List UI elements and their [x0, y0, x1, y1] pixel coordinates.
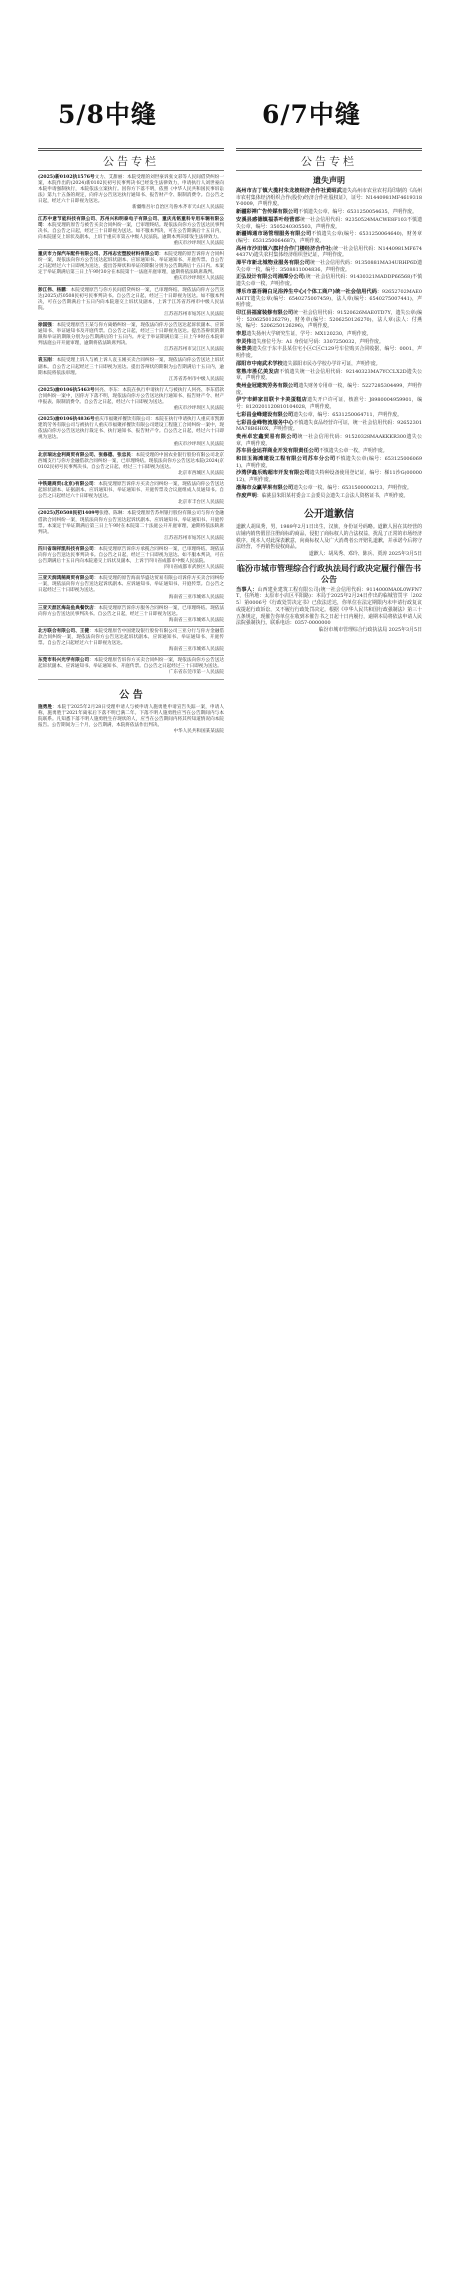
notice-body: ：本院受理原告与你方民间借贷纠纷一案，已审理终结。现依法向你方公告送达(2025)苏0508民初号民事判决书。自公告之日起，经过三十日即视为送达。如不服本判决，可在公告期满后十五日内向本院递交上诉状及副本，上诉于江苏省苏州市中级人民法院。: [38, 287, 224, 311]
notice-item: [236, 209, 422, 216]
notice-item: [236, 331, 422, 338]
notice-lead: 袁玉刚: [38, 358, 52, 364]
divider: [38, 414, 224, 415]
notice-lead: 三亚天涯区海岛鱼典餐饮店: [38, 605, 94, 611]
notice-item: [236, 485, 422, 492]
notice-body: ：临洮县朱阳某村委会工会委员会遗失工会法人资格证书，声明作废。: [256, 492, 409, 499]
notice-body: 遗失位于东丰县某住宅小区C区C129号车位购买合同收据，编号：0001，声明作废。: [236, 346, 422, 360]
divider: [38, 544, 224, 545]
notice-item: [38, 388, 224, 412]
notice-body: 遗失公章，编号：6531250064711，声明作废。: [293, 411, 402, 418]
notice-item: [236, 310, 422, 330]
notice-item: [236, 361, 422, 368]
notice-item: [236, 246, 422, 259]
notice-item: [236, 456, 422, 469]
notice-body: 文力、艾甜丽：本院受理的刘世豪诉张文彩等人民间借贷纠纷一案，本院作出的(2024)新0102民初号民事判决书已经发生法律效力，申请执行人刘世豪向本院申请强制执行，本院依法立案执行。因你方下落不明，依照《中华人民共和国民事诉讼法》第九十五条的规定，向你方公告送达执行通知书、报告财产令、限制消费令。自公告之日起，经过六十日即视为送达。: [38, 175, 224, 205]
notice-lead: 彭江伟、杨鹏: [38, 287, 66, 293]
notice-lead: 伊宁市鲜家田联卡卡美蛋糕店: [236, 397, 308, 404]
notice-body: 何亮、李东：本院在执行申请执行人与被执行人何亮、李东借款合同纠纷一案中，因你方下落不明，现依法向你方公告送达执行通知书、报告财产令、财产申报表、限制消费令。自公告之日起，经过六十日即视为送达。: [38, 387, 224, 405]
notice-signature: 广东省东莞市第一人民法院: [168, 670, 224, 676]
notice-lead: 苏车县金运祥商业开发有限责任公司: [236, 448, 320, 455]
notice-body: ：本院受理原告诉你方买卖合同纠纷一案，现依法向你公告送达起诉状副本、证据副本、应诉通知书、举证通知书、开庭传票及合议庭组成人员通知书。自公告之日起经过六十日即视为送达。: [38, 482, 224, 500]
notice-body: ：本院受理原告诉你方服务合同纠纷一案，已审理终结。现依法向你方公告送达民事判决书。自公告之日起，经过三十日即视为送达。: [38, 605, 224, 617]
notice-item: [38, 629, 224, 653]
divider: [38, 679, 224, 680]
notice-signature: 道歉人：胡凤秀、邓玲、陈兵、贾涛 2025年3月5日: [308, 551, 422, 558]
divider: [38, 450, 224, 451]
divider: [38, 249, 224, 250]
notice-lead: 重庆市力保汽车配件有限公司、苏州志宏塑胶材料有限公司: [38, 252, 159, 258]
notice-body: ：本院受理原告王某与你方离婚纠纷一案，现依法向你方公告送达起诉状副本、应诉通知书、举证通知书及开庭传票。自公告之日起，经过三十日即视为送达。提出答辩状的期限和举证的期限分别为公告期满后的十五日内。并定于举证期满后第三日上午9时在本院审判法庭公开开庭审理，逾期将依法缺席判决。: [38, 322, 224, 347]
notice-body: 统一社会信用代码：92350524MACWE8F103不慎遗失公章，编号：3505240305503，声明作废。: [236, 216, 422, 230]
notice-item: [38, 358, 224, 382]
notice-body: 不慎遗失统一社会信用代码：92140323MA7YCCLX2D遗失公章，声明作废。: [236, 368, 422, 382]
divider: [38, 214, 224, 215]
divider: [236, 560, 422, 561]
notice-item: [38, 175, 224, 212]
notice-item: [38, 658, 224, 676]
notice-item: [236, 188, 422, 208]
divider: [38, 655, 224, 656]
notice-body: (统一社会信用代码：91430321MADDP66568)不慎遗失公章一枚，声明作废。: [236, 274, 422, 288]
notice-lead: 新疆彩禅广告传媒有限公司: [236, 209, 299, 216]
divider: [38, 573, 224, 574]
notice-body: 统一社会信用代码：91520626MAE0TD7Y，遗失公章(编号：5206250126279)，财务章(编号：5206250126270)，法人章(法人：付燕琼，编号：5206250126296)，声明作废。: [236, 309, 422, 330]
left-notice-column: [38, 148, 224, 2282]
notice-item: [236, 448, 422, 455]
notice-item: [236, 420, 422, 433]
notice-body: ：本院于2025年2月28日受理申请人与被申请人施勇胜申请宣告失踪一案，申请人称，施勇胜于2021年离家后下落不明已满二年。下落不明人施勇胜应当在公告期间内与本院联系。凡知悉下落不明人施勇胜生存现状的人，应当在公告期间内将其所知道情况向本院报告。公告期间为三个月，公告期满，本院将依法作出判决。: [38, 704, 224, 728]
notice-body: 遗失扬州大学研究生证，学号：MX120230，声明作废。: [246, 331, 372, 338]
notice-lead: 渤海市众赢苹果有限公司: [236, 484, 294, 491]
notice-lead: 七彩昌金峰建设有限公司: [236, 411, 294, 418]
notice-signature: 北京市西城区人民法院: [178, 470, 224, 476]
notice-lead: 东莞市科兴光学有限公司: [38, 658, 90, 664]
column-header: 公告专栏: [38, 148, 224, 171]
notice-signature: 重庆市沙坪坝区人民法院: [173, 276, 224, 282]
notice-body: 重庆市福聚祥餐饮有限公司：本院在执行申请执行人重庆市凯源建筑劳务有限公司与被执行人重庆市福聚祥餐饮有限公司建设工程施工合同纠纷一案中，现依法向你方公告送达执行裁定书、执行通知书、报告财产令。自公告之日起，经过六十日即视为送达。: [38, 417, 224, 441]
notice-lead: 博乐市嘉吾翱白足浴养生中心(个体工商户)统一社会信用代码: [236, 288, 377, 295]
notice-signature: 江苏省苏州市姑苏区人民法院: [164, 311, 224, 317]
divider: [38, 479, 224, 480]
notice-lead: 沙湾伊鑫乐购超市开发有限公司: [236, 470, 310, 477]
notice-lead: 贵州卓宏鑫贸易有限公司: [236, 433, 298, 440]
notice-item: [236, 274, 422, 287]
divider: [38, 626, 224, 627]
notice-signature: 江苏省苏州市中级人民法院: [168, 376, 224, 382]
notice-body: 不慎遗失公章(编号：6531250060691)，声明作废。: [236, 456, 422, 469]
notice-item: [38, 705, 224, 735]
notice-lead: 江苏中意节能科技有限公司、苏州兴和明泰电子有限公司、重庆兆铭重科专用车辆有限公司: [38, 216, 224, 228]
notice-lead: 当事人：: [236, 586, 258, 593]
notice-lead: 作废声明: [236, 492, 257, 499]
notice-item: [236, 383, 422, 396]
notice-lead: 北方联合有限公司、王健: [38, 628, 90, 634]
enforcement-notice: [236, 587, 422, 634]
notice-body: 不慎遗失公章(编号：6531250064640)，财务章(编号：6531250064687)，声明作废。: [236, 231, 422, 244]
notice-lead: 施勇胜: [38, 704, 53, 710]
notice-item: [236, 434, 422, 447]
stitch-label-right: 6/7中缝: [262, 100, 361, 129]
notice-body: ：本院受理原告诉你方买卖合同纠纷一案，现依法向你方公告送达起诉状副本、应诉通知书、举证通知书、开庭传票。自公告之日起经过三十日即视为送达。: [38, 658, 224, 670]
notice-body: 遗失座位号为：A1 身份证号码：3307250032，声明作废。: [251, 338, 384, 345]
divider: [38, 385, 224, 386]
notice-lead: 七彩昌金峰物流服务中心: [236, 419, 294, 426]
notice-lead: 新疆锦通市场管理服务有限公司: [236, 231, 312, 238]
notice-body: 遗失特种设备使用登记证，编号：梯11沙G(0000012)，声明作废。: [236, 470, 422, 484]
notice-lead: 高州市古丁镇大揽村朱龙坡经济合作社黄昭武: [236, 188, 343, 194]
notice-item: [38, 323, 224, 353]
notice-body: 张德、陈琳：本院受理原告苏州银行股份有限公司与你方金融借款合同纠纷一案，现依法向你方公告送达起诉状副本、应诉通知书、举证通知书、开庭传票。本案定于举证期满后第三日上午9时在本院第二十法庭公开开庭审理，逾期将依法缺席判决。: [38, 511, 224, 535]
notice-item: [38, 453, 224, 477]
notice-lead: 中铁建商贸(北京)有限公司: [38, 482, 94, 488]
notice-signature: 新疆维吾尔自治区乌鲁木齐市天山区人民法院: [132, 205, 224, 211]
divider: [38, 603, 224, 604]
enforcement-section-title: 临汾市城市管理综合行政执法局行政决定履行催告书公告: [237, 563, 421, 584]
notice-lead: (2025)渝0106执5463号: [38, 387, 95, 393]
notice-lead: 安溪县感德镇福茶叶经营部: [236, 216, 300, 223]
notice-lead: 贵州金冠建筑劳务有限公司: [236, 382, 299, 389]
notice-body: 不慎遗失食品经营许可证，统一社会信用代码：92652301MA78B6H0X，声明作废。: [236, 419, 422, 433]
notice-body: (统一社会信用代码：N1440981MF6744437V)遗失农村集体经济组织登记证，声明作废。: [236, 245, 422, 259]
notice-body: ：本院受理上诉人与被上诉人袁玉刚买卖合同纠纷一案，现依法向你公告送达上诉状副本。自公告之日起经过三十日即视为送达。提出答辩状的期限为公告期满后十五日内，逾期本院将依法审理。: [38, 358, 224, 376]
notice-title: 公 告: [119, 689, 143, 701]
notice-signature: 江苏省苏州市姑苏区人民法院: [164, 535, 224, 541]
notice-lead: 李灵伟: [236, 338, 252, 345]
notice-body: 不慎遗失公章一枚，声明作废。: [319, 448, 388, 455]
divider: [38, 355, 224, 356]
right-notice-column: [236, 148, 422, 2282]
notice-lead: 印江县福富装修有限公司: [236, 309, 294, 316]
notice-signature: 重庆市沙坪坝区人民法院: [173, 441, 224, 447]
notice-item: [236, 339, 422, 346]
notice-lead: (2025)苏0508民初1409号: [38, 511, 100, 517]
notice-item: [236, 470, 422, 483]
notice-item: [236, 412, 422, 419]
notice-lead: 漳平市新北城物业服务有限公司: [236, 260, 311, 267]
notice-item: [236, 493, 422, 500]
notice-body: 遗失公章一枚，编号：6531500000213，声明作废。: [293, 484, 412, 491]
notice-body: 遗失开户许可证，核准号：J8980004959901，编号：8120201120810104028，声明作废。: [236, 397, 422, 411]
notice-item: [38, 511, 224, 541]
notice-lead: 四川省瑞祥凯科技有限公司: [38, 546, 94, 552]
notice-item: [38, 547, 224, 571]
notice-body: 统一社会信用代码：91350881MA34URHP6D遗失公章一枚，编号：3508811004836，声明作废。: [236, 260, 422, 273]
notice-item: [236, 217, 422, 230]
notice-lead: (2025)新0102执1576号: [38, 175, 95, 180]
notice-lead: 和田玉海滩建设工程有限公司苏车分公司: [236, 456, 336, 463]
notice-signature: 江苏省苏州市吴江区人民法院: [164, 347, 224, 353]
apology-notice: [236, 524, 422, 558]
loss-notice-list: [236, 188, 422, 499]
notice-body: ：本院受理原告诉你方承揽合同纠纷一案，已审理终结。现依法向你方公告送达民事判决书。自公告之日起，经过三十日即视为送达。如不服本判决，可在公告期满后十五日内向本院递交上诉状及副本，上诉于四川省成都市中级人民法院。: [38, 546, 224, 565]
notice-body: 遗失财务专用章一枚，编号：5227285304499，声明作废。: [236, 382, 422, 396]
notice-body: ：本院受理的原告诉你方合同纠纷一案，现依法向你方公告送达起诉状副本、应诉通知书、举证通知书、开庭传票。自公告之日起经过六十日即视为送达，提出答辩状和举证的期限分别为公告期满后十五日内。本案定于举证期满后第三日上午9时30分在本院第十一法庭开庭审理，逾期将依法缺席裁判。: [38, 252, 224, 276]
notice-signature: 海南省三亚市城郊人民法院: [168, 617, 224, 623]
notice-signature: 重庆市沙坪坝区人民法院: [173, 240, 224, 246]
stitch-label-left: 5/8中缝: [58, 100, 157, 129]
notice-body: ：本院受理的中国农业银行股份有限公司北京西城支行与你方金融借款合同纠纷一案，已审理终结。现依法向你方公告送达本院(2024)京0102民初号民事判决书。自公告之日起，经过三十日即视为送达。: [38, 452, 224, 470]
notice-body: ：92652702MAE0AHTT遗失公章(编号：6540275007459)，法人章(编号：6540275007441)，声明作废。: [236, 288, 422, 309]
notice-item: [38, 252, 224, 282]
notice-signature: 北京市丰台区人民法院: [178, 500, 224, 506]
notice-item: [236, 369, 422, 382]
notice-signature: 海南省三亚市城郊人民法院: [168, 647, 224, 653]
notice-body: 不慎遗失公章，编号：6531250054635，声明作废。: [298, 209, 417, 216]
notice-body: 统一社会信用代码：91520328MAAKKKR300遗失公章，声明作废。: [236, 433, 422, 447]
divider: [38, 320, 224, 321]
notice-item: [236, 231, 422, 244]
notice-item: [236, 346, 422, 359]
divider: [38, 508, 224, 509]
notice-lead: 邵阳市中南武术学校: [236, 360, 283, 367]
notice-body: 遗失邵阳市民办学校办学许可证，声明作废。: [282, 360, 381, 367]
apology-section-title: 公开道歉信: [304, 509, 354, 521]
notice-signature: 海南省三亚市城郊人民法院: [168, 594, 224, 600]
notice-body: ：本院受理的原告海南华盛达贸易有限公司诉你方买卖合同纠纷一案，现依法向你方公告送达起诉状副本、应诉通知书、举证通知书、开庭传票。自公告之日起经过三十日即视为送达。: [38, 576, 224, 594]
notice-item: [38, 482, 224, 506]
notice-lead: (2025)渝0106执4836号: [38, 417, 95, 423]
notice-signature: 中华人民共和国某某法院: [173, 728, 224, 734]
notice-item: [38, 288, 224, 318]
notice-body: ：本院受理的原告与被告买卖合同纠纷一案，已审理终结。现依法向你方公告送达民事判决书。自公告之日起，经过三十日即视为送达。如不服本判决，可在公告期满后十五日内，向本院递交上诉状及副本，上诉于重庆市第五中级人民法院。逾期本判决即发生法律效力。: [38, 222, 224, 240]
notice-signature: 四川省成都市武侯区人民法院: [164, 565, 224, 571]
divider: [38, 285, 224, 286]
notice-item: [38, 606, 224, 624]
notice-lead: 李思: [236, 331, 247, 338]
notice-lead: 正弘设计有限公司湘潭分公司: [236, 274, 304, 281]
notice-lead: 三亚天润鸿鹄商贸有限公司: [38, 576, 94, 582]
notice-item: [236, 289, 422, 309]
left-notice-list: [38, 175, 224, 680]
notice-lead: 徐国强: [38, 322, 52, 328]
notice-signature: 临汾市城市管理综合行政执法局 2025年3月5日: [318, 626, 422, 633]
notice-item: [236, 397, 422, 410]
notice-item: [236, 260, 422, 273]
notice-lead: 常熟市胜亿美发店: [236, 368, 280, 375]
notice-body: 道歉人胡凤秀，男，1989年2月1日出生，汉族，身份证号码略。道歉人因在其经营的店铺内销售假冒注册商标的商品，侵犯了商标权人的合法权益，扰乱了正常的市场经济秩序。现本人对此深表歉意，向商标权人及广大消费者公开赔礼道歉，并承诺今后将守法经营，不再销售侵权商品。: [236, 524, 422, 551]
notice-body: 山西建业建筑工程有限公司(统一社会信用代码：9114000MA0L0WFN7T，住所地：太原市小店区平阳路)：本局于2025年2月24日作出的临城管罚字〔2025〕第0006号《行政处罚决定书》已依法送达，你单位在法定期限内未申请行政复议或提起行政诉讼，又不履行行政处罚决定。根据《中华人民共和国行政强制法》第三十五条规定，现催告你单位在收到本催告书之日起十日内履行，逾期本局将依法申请人民法院强制执行。联系电话：0357-0000000: [236, 586, 422, 627]
notice-lead: 徐景美: [236, 346, 252, 353]
notice-lead: 北京瑞达金利商贸有限公司、张修德、张忠民: [38, 452, 132, 458]
notice-signature: 重庆市沙坪坝区人民法院: [173, 406, 224, 412]
notice-item: [38, 217, 224, 247]
notice-item: [38, 576, 224, 600]
notice-body: ：本院受理原告中国建设银行股份有限公司三亚分行与你方金融借款合同纠纷一案，现依法向你方公告送达起诉状副本、应诉通知书、举证通知书、开庭传票。自公告之日起经过六十日即视为送达。: [38, 628, 224, 647]
notice-item: [38, 417, 224, 447]
column-header: 公告专栏: [236, 148, 422, 171]
notice-body: 遗失高州市农业农村局印制的《高州市农村集体经济组织合作(股份)经济合作社股权证》，证号：N1440981MF4619318Y-0009，声明作废。: [236, 188, 422, 208]
loss-section-title: 遗失声明: [313, 176, 345, 185]
notice-lead: 高州市沙田镇六旗村合作门楼经济合作社: [236, 245, 332, 252]
